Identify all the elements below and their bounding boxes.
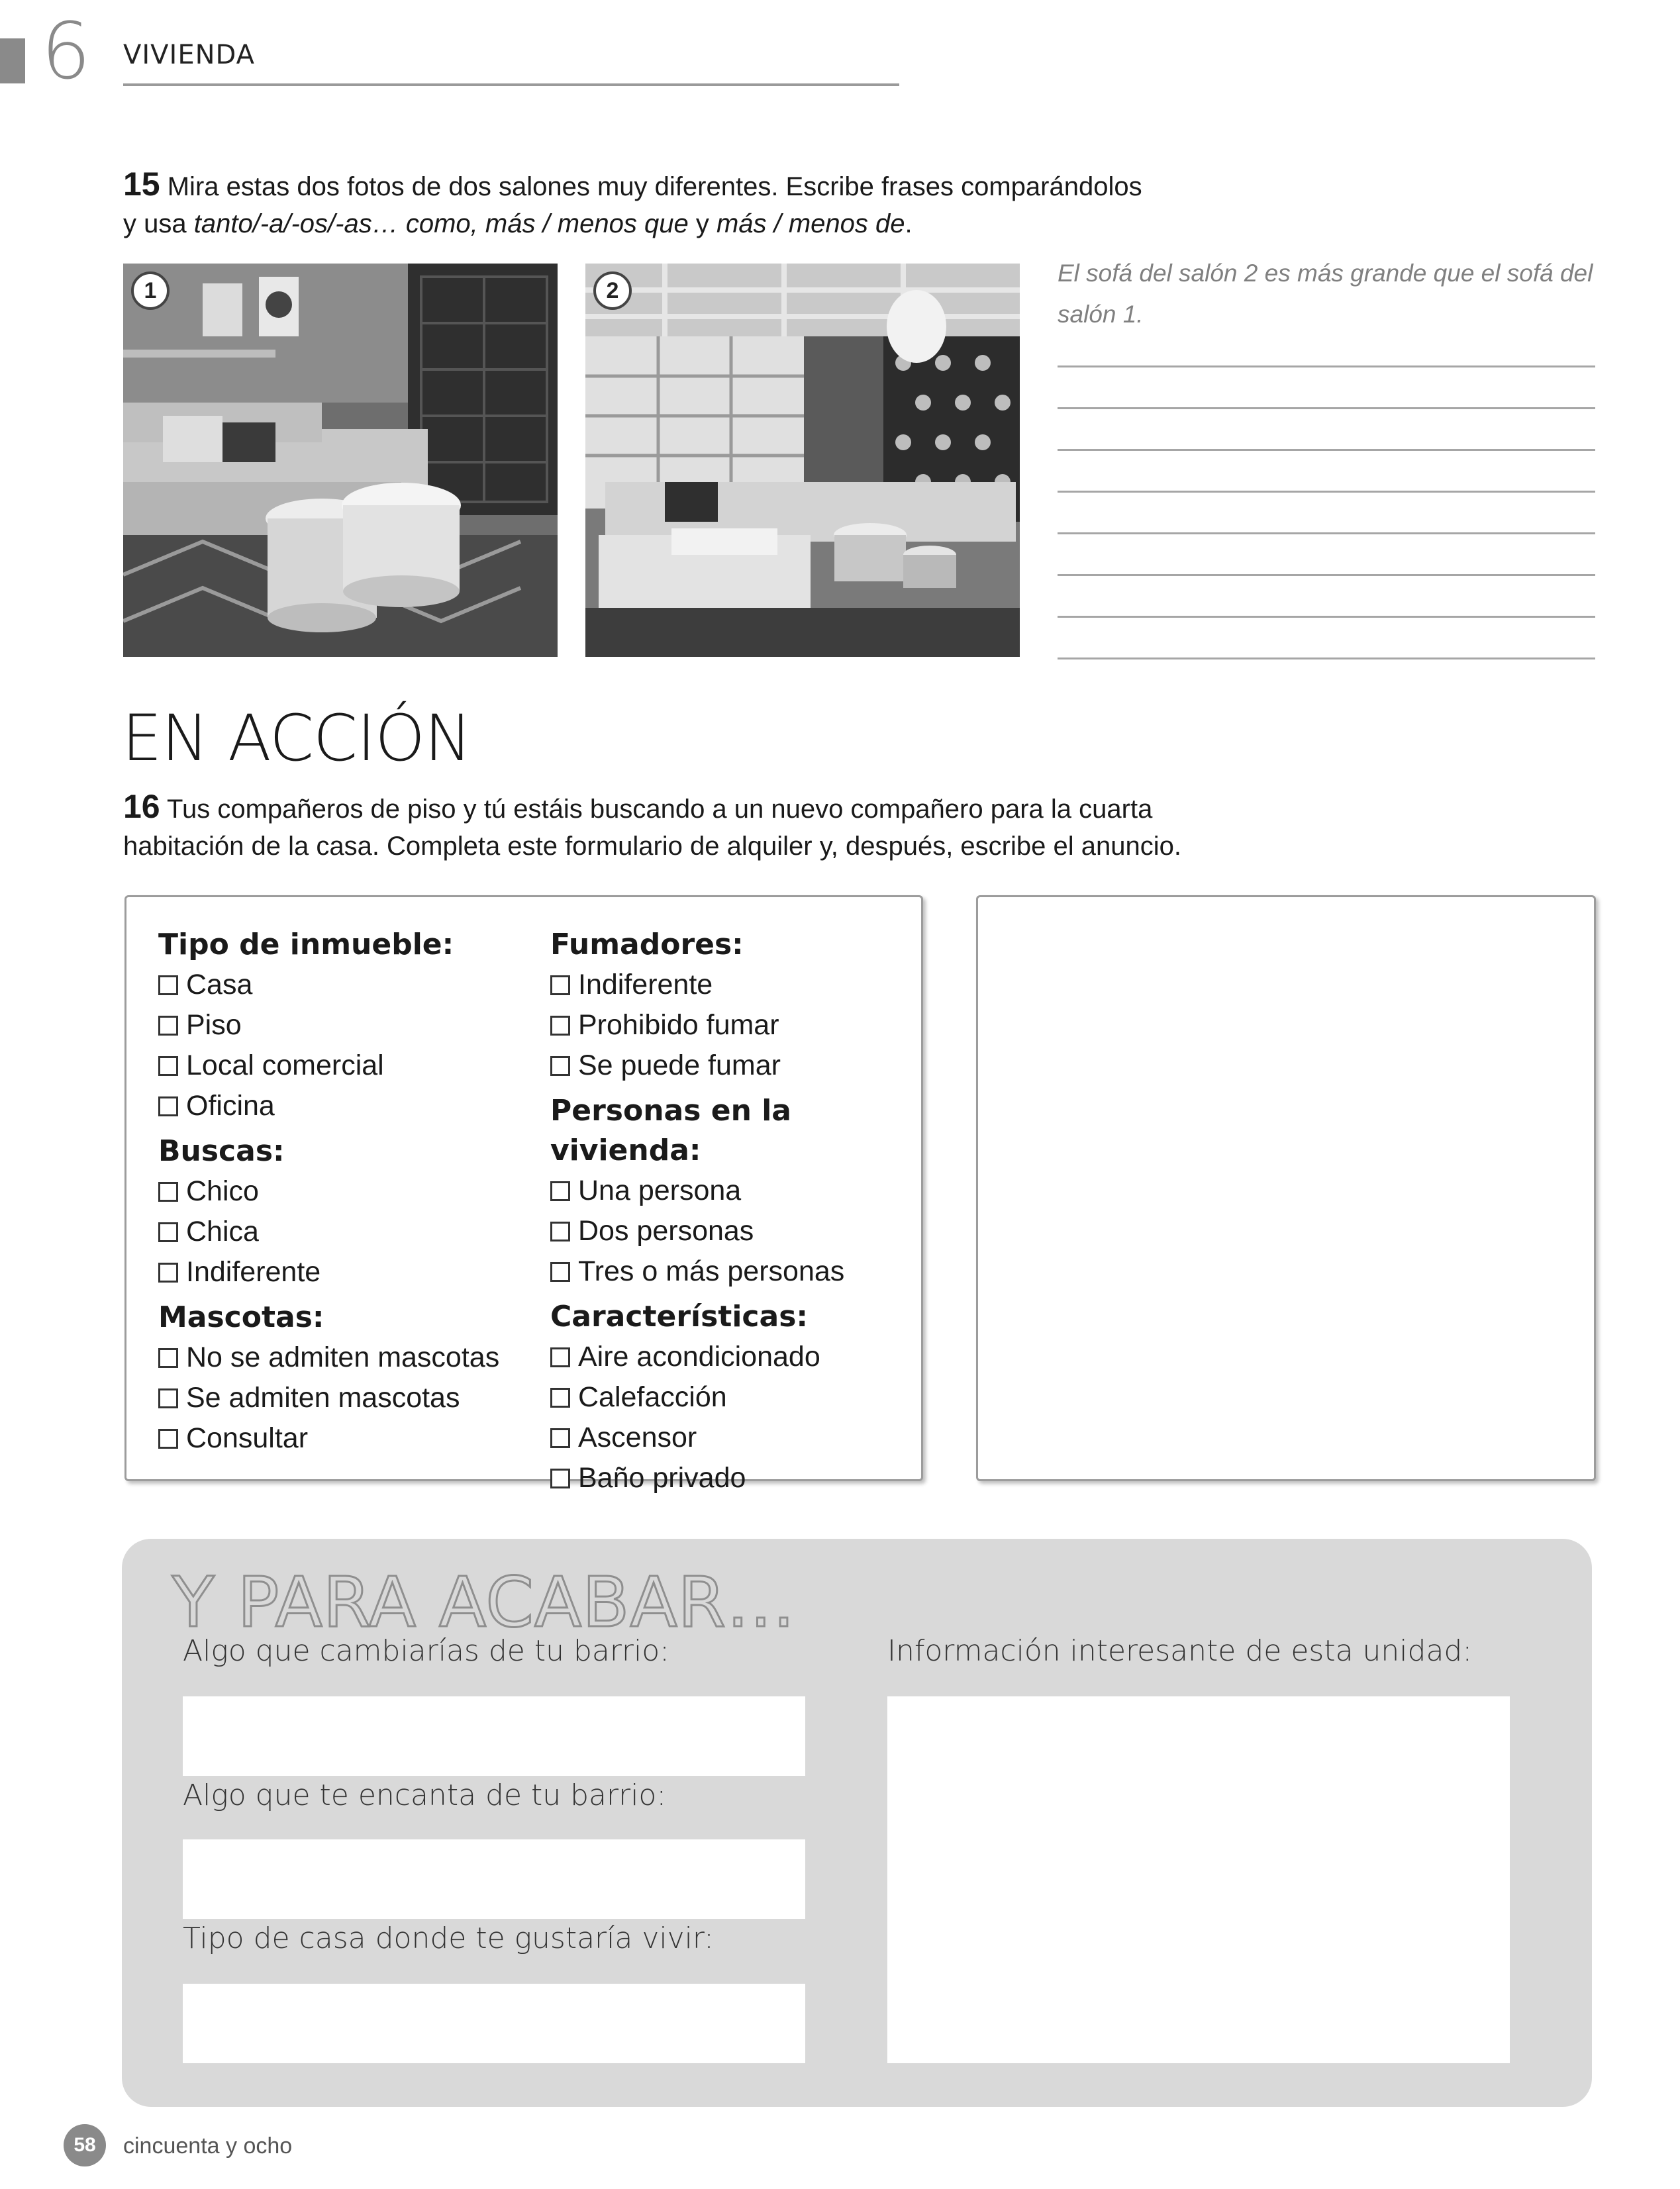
unit-info-field[interactable] (887, 1696, 1510, 2063)
checkbox[interactable] (550, 1016, 570, 1036)
checkbox[interactable] (158, 1263, 178, 1283)
instruction-text: habitación de la casa. Completa este formulario de alquiler y, después, escribe el anuncio. (123, 832, 1181, 861)
checkbox-option[interactable] (550, 1005, 921, 1046)
checkbox-option[interactable] (158, 965, 499, 1005)
checkbox-option[interactable] (550, 1337, 921, 1377)
checkbox[interactable] (550, 1056, 570, 1076)
checkbox[interactable] (550, 975, 570, 995)
living-room-photo-2 (585, 264, 1020, 657)
option-label: Prohibido fumar (578, 1009, 779, 1041)
exercise-number: 16 (123, 788, 160, 825)
checkbox[interactable] (158, 1182, 178, 1202)
section-title-en-accion: EN ACCIÓN (122, 701, 471, 775)
checkbox-option[interactable] (158, 1378, 499, 1418)
form-heading: Mascotas: (158, 1300, 324, 1334)
checkbox[interactable] (158, 1016, 178, 1036)
checkbox-option[interactable] (550, 1418, 921, 1458)
option-label: Chico (186, 1175, 259, 1207)
header-divider (123, 83, 899, 86)
checkbox-option[interactable] (158, 1086, 499, 1126)
checkbox[interactable] (550, 1388, 570, 1408)
checkbox-option[interactable] (158, 1252, 499, 1292)
field-label-love: Algo que te encanta de tu barrio: (183, 1778, 667, 1812)
checkbox[interactable] (550, 1222, 570, 1241)
option-label: Indiferente (578, 969, 713, 1000)
option-label: Se admiten mascotas (186, 1382, 460, 1414)
page-number-words: cincuenta y ocho (123, 2133, 293, 2159)
checkbox[interactable] (550, 1347, 570, 1367)
example-sentence: El sofá del salón 2 es más grande que el sofá del salón 1. (1058, 260, 1593, 328)
field-label-change: Algo que cambiarías de tu barrio: (183, 1634, 669, 1668)
checkbox[interactable] (158, 1222, 178, 1242)
form-heading: Personas en la vivienda: (550, 1094, 791, 1167)
option-label: Casa (186, 969, 253, 1000)
exercise-16-instructions (123, 788, 1381, 865)
dream-house-field[interactable] (183, 1984, 805, 2063)
checkbox[interactable] (550, 1262, 570, 1282)
unit-marker-bar (0, 38, 25, 83)
checkbox[interactable] (158, 1056, 178, 1076)
checkbox[interactable] (158, 975, 178, 995)
form-heading: Características: (550, 1300, 808, 1334)
option-label: Consultar (186, 1422, 309, 1454)
option-label: Oficina (186, 1090, 275, 1122)
checkbox[interactable] (550, 1181, 570, 1201)
exercise-number: 15 (123, 166, 160, 203)
field-label-info: Información interesante de esta unidad: (887, 1634, 1473, 1668)
option-label: Indiferente (186, 1256, 321, 1288)
form-heading: Buscas: (158, 1134, 285, 1168)
checkbox[interactable] (550, 1469, 570, 1488)
rental-form-right-column (550, 920, 921, 1498)
option-label: Ascensor (578, 1422, 697, 1453)
option-label: Chica (186, 1216, 259, 1247)
answer-line[interactable] (1058, 657, 1595, 659)
ad-writing-box[interactable] (976, 895, 1596, 1481)
instruction-emphasis: tanto/-a/-os/-as… como, más / menos que (193, 209, 689, 238)
option-label: Aire acondicionado (578, 1341, 820, 1373)
checkbox-option[interactable] (550, 1458, 921, 1498)
option-label: Baño privado (578, 1462, 746, 1494)
option-label: Una persona (578, 1175, 742, 1206)
rental-form (124, 895, 923, 1494)
exercise-15-instructions (123, 166, 1315, 242)
instruction-text: Tus compañeros de piso y tú estáis buscando a un nuevo compañero para la cuarta (160, 795, 1153, 824)
field-label-house: Tipo de casa donde te gustaría vivir: (183, 1921, 714, 1955)
answer-line[interactable] (1058, 365, 1595, 367)
option-label: Dos personas (578, 1215, 754, 1247)
answer-line[interactable] (1058, 616, 1595, 618)
option-label: Tres o más personas (578, 1255, 845, 1287)
neighborhood-change-field[interactable] (183, 1696, 805, 1776)
checkbox[interactable] (158, 1429, 178, 1449)
living-room-photo-1 (123, 264, 558, 657)
answer-line[interactable] (1058, 532, 1595, 534)
checkbox-option[interactable] (550, 1251, 921, 1292)
instruction-text: Mira estas dos fotos de dos salones muy diferentes. Escribe frases comparándolos (160, 172, 1142, 201)
checkbox-option[interactable] (550, 1171, 921, 1211)
checkbox-option[interactable] (158, 1212, 499, 1252)
checkbox[interactable] (550, 1428, 570, 1448)
checkbox[interactable] (158, 1348, 178, 1368)
checkbox-option[interactable] (158, 1046, 499, 1086)
rental-form-left-column (158, 920, 499, 1459)
checkbox-option[interactable] (158, 1418, 499, 1459)
answer-line[interactable] (1058, 574, 1595, 576)
photo-number-badge: 2 (593, 271, 632, 310)
checkbox-option[interactable] (158, 1005, 499, 1046)
checkbox-option[interactable] (158, 1171, 499, 1212)
option-label: Local comercial (186, 1049, 384, 1081)
form-heading: Fumadores: (550, 928, 744, 961)
photo-number-badge: 1 (131, 271, 170, 310)
unit-title: VIVIENDA (123, 40, 255, 70)
unit-number: 6 (41, 5, 91, 97)
checkbox[interactable] (158, 1388, 178, 1408)
page-number-badge: 58 (64, 2124, 106, 2166)
form-heading: Tipo de inmueble: (158, 928, 454, 961)
option-label: Piso (186, 1009, 242, 1041)
neighborhood-love-field[interactable] (183, 1839, 805, 1919)
option-label: Se puede fumar (578, 1049, 781, 1081)
answer-line[interactable] (1058, 491, 1595, 493)
checkbox-option[interactable] (550, 1046, 921, 1086)
option-label: Calefacción (578, 1381, 727, 1413)
answer-line[interactable] (1058, 449, 1595, 451)
answer-line[interactable] (1058, 407, 1595, 409)
instruction-text: . (905, 209, 913, 238)
instruction-text: y usa (123, 209, 194, 238)
checkbox-option[interactable] (550, 965, 921, 1005)
option-label: No se admiten mascotas (186, 1341, 500, 1373)
checkbox[interactable] (158, 1096, 178, 1116)
checkbox-option[interactable] (550, 1377, 921, 1418)
instruction-text: y (688, 209, 716, 238)
final-review-title: Y PARA ACABAR… (172, 1562, 796, 1643)
checkbox-option[interactable] (550, 1211, 921, 1251)
checkbox-option[interactable] (158, 1338, 499, 1378)
instruction-emphasis: más / menos de (716, 209, 905, 238)
